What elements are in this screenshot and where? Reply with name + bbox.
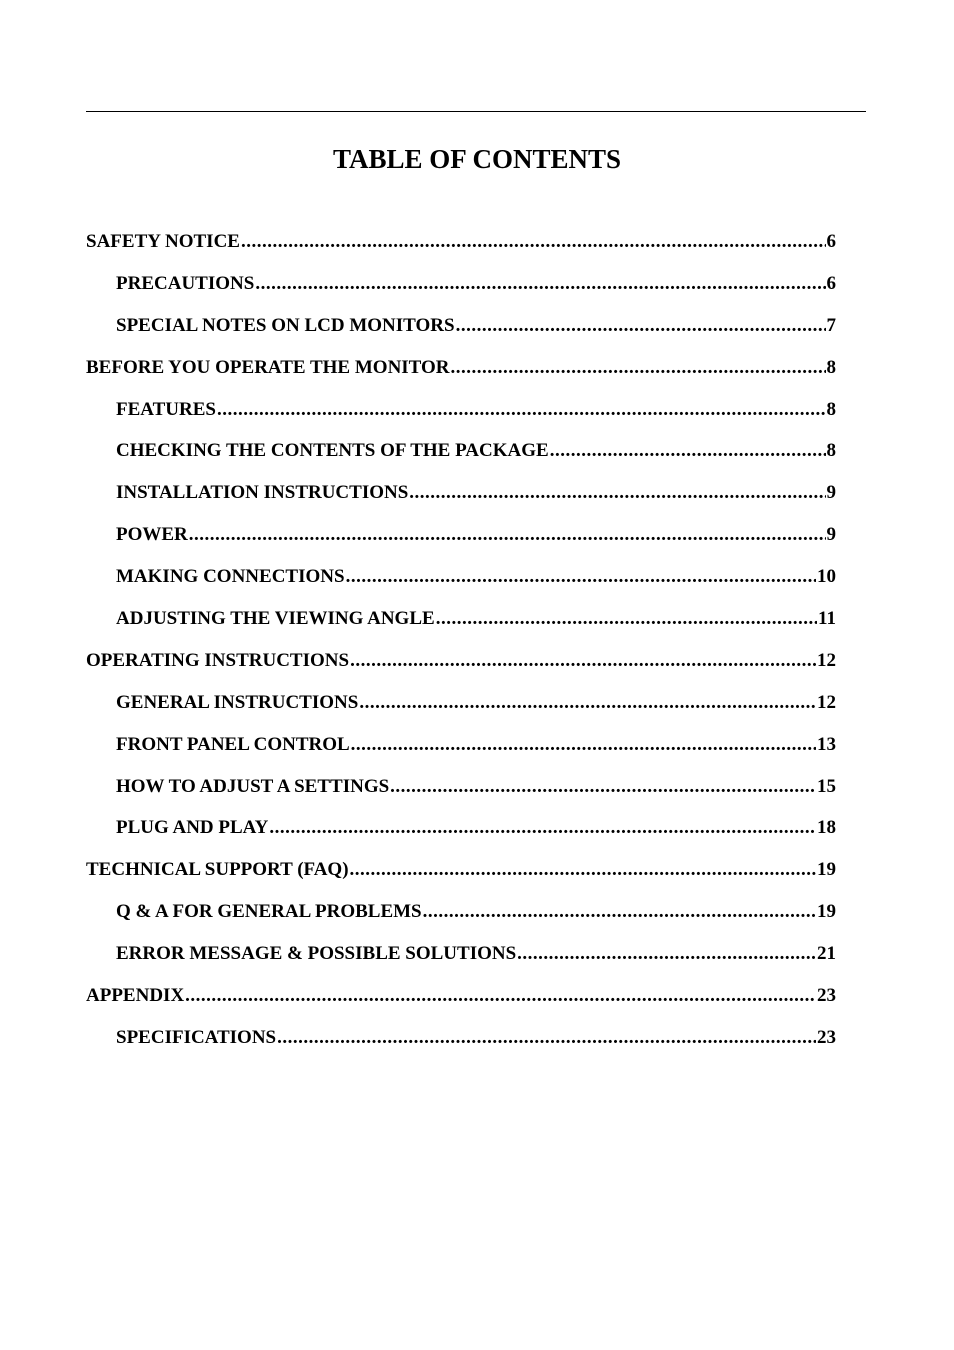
toc-entry-label: HOW TO ADJUST A SETTINGS <box>116 775 390 797</box>
toc-subsection-entry[interactable] <box>86 731 836 773</box>
toc-entry-page-number: 19 <box>817 901 836 923</box>
toc-section-entry[interactable] <box>86 647 836 689</box>
toc-entry-label: PLUG AND PLAY <box>116 817 269 839</box>
toc-entry-page-number: 19 <box>817 859 836 881</box>
toc-entry-label: FEATURES <box>116 398 216 420</box>
toc-subsection-entry[interactable] <box>86 773 836 815</box>
toc-section-entry[interactable] <box>86 354 836 396</box>
toc-entry-page-number: 9 <box>826 524 836 546</box>
toc-entry-label: ADJUSTING THE VIEWING ANGLE <box>116 608 435 630</box>
toc-section-entry[interactable] <box>86 228 836 270</box>
toc-subsection-entry[interactable] <box>86 605 836 647</box>
toc-subsection-entry[interactable] <box>86 563 836 605</box>
toc-entry-page-number: 23 <box>817 1026 836 1048</box>
toc-dot-leader <box>451 354 826 382</box>
toc-subsection-entry[interactable] <box>86 898 836 940</box>
toc-dot-leader <box>350 647 816 675</box>
toc-subsection-entry[interactable] <box>86 312 836 354</box>
toc-entry-page-number: 8 <box>826 356 836 378</box>
toc-subsection-entry[interactable] <box>86 814 836 856</box>
toc-dot-leader <box>390 773 816 801</box>
toc-dot-leader <box>350 856 816 884</box>
toc-dot-leader <box>277 1024 816 1052</box>
toc-entry-label: SPECIFICATIONS <box>116 1026 277 1048</box>
toc-dot-leader <box>241 228 826 256</box>
page-title: TABLE OF CONTENTS <box>332 144 622 174</box>
toc-dot-leader <box>409 479 825 507</box>
toc-entry-page-number: 18 <box>817 817 836 839</box>
toc-entry-label: POWER <box>116 524 188 546</box>
toc-entry-page-number: 12 <box>817 691 836 713</box>
toc-dot-leader <box>517 940 816 968</box>
toc-entry-label: INSTALLATION INSTRUCTIONS <box>116 482 409 504</box>
toc-dot-leader <box>185 982 816 1010</box>
toc-entry-label: SAFETY NOTICE <box>86 231 240 252</box>
toc-list <box>86 228 836 1066</box>
toc-entry-label: Q & A FOR GENERAL PROBLEMS <box>116 901 422 923</box>
toc-entry-page-number: 12 <box>817 649 836 671</box>
toc-dot-leader <box>346 563 816 591</box>
toc-entry-page-number: 7 <box>826 314 836 336</box>
toc-entry-label: CHECKING THE CONTENTS OF THE PACKAGE <box>116 440 549 462</box>
toc-entry-page-number: 10 <box>817 566 836 588</box>
toc-entry-label: BEFORE YOU OPERATE THE MONITOR <box>86 356 450 378</box>
toc-entry-page-number: 6 <box>826 272 836 294</box>
toc-section-entry[interactable] <box>86 856 836 898</box>
toc-entry-label: TECHNICAL SUPPORT (FAQ) <box>86 859 349 881</box>
toc-entry-page-number: 6 <box>826 231 836 252</box>
toc-subsection-entry[interactable] <box>86 396 836 438</box>
toc-dot-leader <box>456 312 826 340</box>
toc-entry-page-number: 15 <box>817 775 836 797</box>
toc-dot-leader <box>550 437 826 465</box>
toc-subsection-entry[interactable] <box>86 479 836 521</box>
toc-dot-leader <box>423 898 816 926</box>
toc-entry-page-number: 13 <box>817 733 836 755</box>
toc-dot-leader <box>359 689 816 717</box>
toc-entry-label: FRONT PANEL CONTROL <box>116 733 350 755</box>
toc-entry-label: MAKING CONNECTIONS <box>116 566 345 588</box>
toc-entry-label: PRECAUTIONS <box>116 272 255 294</box>
toc-subsection-entry[interactable] <box>86 1024 836 1066</box>
toc-subsection-entry[interactable] <box>86 689 836 731</box>
toc-entry-label: OPERATING INSTRUCTIONS <box>86 649 350 671</box>
toc-entry-page-number: 8 <box>826 398 836 420</box>
toc-entry-page-number: 9 <box>826 482 836 504</box>
toc-entry-label: SPECIAL NOTES ON LCD MONITORS <box>116 314 455 336</box>
toc-dot-leader <box>436 605 817 633</box>
toc-subsection-entry[interactable] <box>86 270 836 312</box>
toc-entry-page-number: 8 <box>826 440 836 462</box>
toc-entry-label: ERROR MESSAGE & POSSIBLE SOLUTIONS <box>116 943 517 965</box>
toc-entry-page-number: 23 <box>817 985 836 1007</box>
toc-dot-leader <box>255 270 825 298</box>
header-rule <box>86 111 866 112</box>
toc-entry-label: APPENDIX <box>86 985 185 1007</box>
toc-entry-page-number: 21 <box>817 943 836 965</box>
toc-dot-leader <box>217 396 826 424</box>
toc-dot-leader <box>189 521 826 549</box>
toc-entry-label: GENERAL INSTRUCTIONS <box>116 691 359 713</box>
toc-dot-leader <box>269 814 816 842</box>
toc-entry-page-number: 11 <box>818 608 836 630</box>
toc-subsection-entry[interactable] <box>86 940 836 982</box>
toc-section-entry[interactable] <box>86 982 836 1024</box>
toc-subsection-entry[interactable] <box>86 437 836 479</box>
toc-subsection-entry[interactable] <box>86 521 836 563</box>
toc-dot-leader <box>351 731 816 759</box>
